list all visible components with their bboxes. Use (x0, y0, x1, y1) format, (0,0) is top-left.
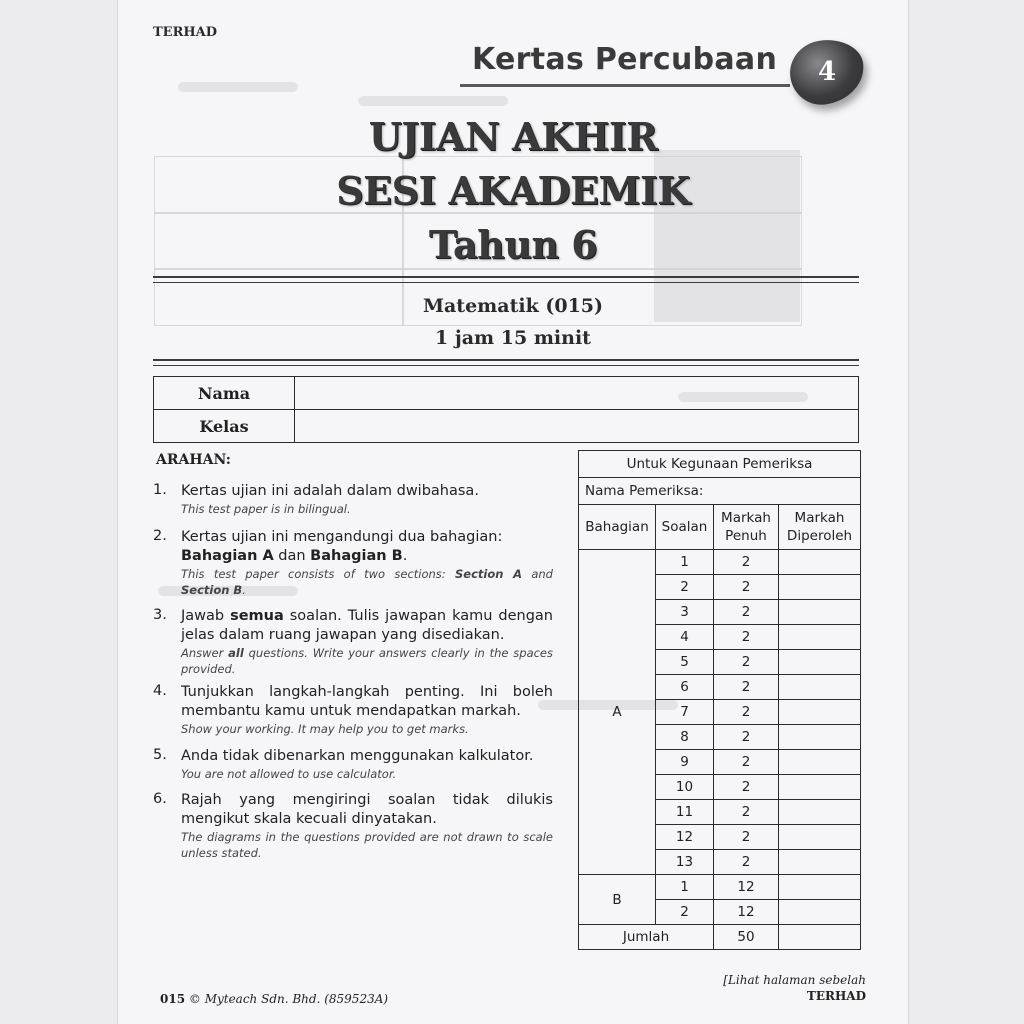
bleed-through-shade (178, 82, 298, 92)
instruction-text: . (242, 583, 246, 597)
classification-bottom: TERHAD (806, 989, 866, 1003)
instruction-bold: all (228, 646, 244, 660)
instruction-malay: Tunjukkan langkah-langkah penting. Ini boleh membantu kamu untuk mendapatkan markah. (181, 684, 553, 719)
full-mark: 2 (714, 825, 779, 850)
paper-code: 015 (160, 992, 186, 1006)
instruction-item (153, 528, 553, 598)
divider (153, 365, 859, 366)
footer-next-page (700, 972, 866, 1004)
obtained-mark-cell[interactable] (779, 575, 861, 600)
header-markah-penuh (714, 505, 779, 550)
total-full-mark: 50 (714, 925, 779, 950)
question-number: 3 (656, 600, 714, 625)
instruction-bold: Bahagian A (181, 548, 274, 564)
scan-margin-right (908, 0, 1024, 1024)
obtained-mark-cell[interactable] (779, 650, 861, 675)
section-a-label: A (579, 550, 656, 875)
obtained-mark-cell[interactable] (779, 675, 861, 700)
question-number: 4 (656, 625, 714, 650)
title-line-2: SESI AKADEMIK (336, 168, 690, 213)
instruction-item (153, 747, 553, 782)
instruction-text: and (522, 567, 553, 581)
title-line-1: UJIAN AKHIR (368, 114, 658, 159)
instruction-malay (181, 528, 553, 566)
footer-publisher (160, 992, 388, 1006)
section-b-label: B (579, 875, 656, 925)
instruction-text: This test paper consists of two sections: (181, 567, 455, 581)
instructions-heading: ARAHAN: (156, 452, 231, 468)
instruction-number: 3. (153, 607, 167, 623)
question-number: 1 (656, 550, 714, 575)
instruction-english: The diagrams in the questions provided are not drawn to scale unless stated. (181, 830, 553, 860)
instruction-bold: Section A (455, 567, 523, 581)
obtained-mark-cell[interactable] (779, 800, 861, 825)
full-mark: 2 (714, 800, 779, 825)
instruction-number: 2. (153, 528, 167, 544)
next-page-note: [Lihat halaman sebelah (723, 973, 866, 987)
question-number: 11 (656, 800, 714, 825)
instruction-text: soalan. Tulis jawapan kamu dengan jelas dalam ruang jawapan yang disediakan. (181, 608, 553, 643)
instruction-text: Jawab (181, 608, 231, 624)
question-number: 7 (656, 700, 714, 725)
examiner-marks-table (578, 450, 861, 950)
instruction-text: Answer (181, 646, 229, 660)
instruction-text: questions. Write your answers clearly in the spaces provided. (181, 646, 553, 676)
scan-margin-left (0, 0, 118, 1024)
series-underline (460, 84, 790, 87)
obtained-mark-cell[interactable] (779, 825, 861, 850)
instruction-bold: Section B (181, 583, 243, 597)
publisher-text: © Myteach Sdn. Bhd. (859523A) (185, 992, 389, 1006)
instruction-number: 6. (153, 791, 167, 807)
instruction-number: 1. (153, 482, 167, 498)
instruction-item (153, 791, 553, 861)
total-obtained-cell[interactable] (779, 925, 861, 950)
obtained-mark-cell[interactable] (779, 725, 861, 750)
instruction-item (153, 482, 553, 517)
full-mark: 2 (714, 550, 779, 575)
subject-duration: 1 jam 15 minit (435, 327, 591, 349)
series-banner (460, 40, 870, 120)
instruction-bold: semua (230, 608, 284, 624)
full-mark: 2 (714, 775, 779, 800)
question-number: 8 (656, 725, 714, 750)
name-label: Nama (154, 377, 295, 410)
full-mark: 2 (714, 725, 779, 750)
full-mark: 2 (714, 600, 779, 625)
instruction-english: This test paper is in bilingual. (181, 502, 351, 516)
full-mark: 12 (714, 875, 779, 900)
instruction-english (181, 645, 553, 677)
instruction-english (181, 566, 553, 598)
header-soalan: Soalan (656, 505, 714, 550)
question-number: 1 (656, 875, 714, 900)
header-bahagian: Bahagian (579, 505, 656, 550)
question-number: 10 (656, 775, 714, 800)
obtained-mark-cell[interactable] (779, 875, 861, 900)
question-number: 5 (656, 650, 714, 675)
instruction-number: 4. (153, 683, 167, 699)
total-label: Jumlah (579, 925, 714, 950)
obtained-mark-cell[interactable] (779, 700, 861, 725)
instruction-malay: Rajah yang mengiringi soalan tidak dilukis mengikut skala kecuali dinyatakan. (181, 792, 553, 827)
subject-name: Matematik (015) (422, 295, 604, 317)
instruction-malay: Anda tidak dibenarkan menggunakan kalkulator. (181, 748, 534, 764)
question-number: 9 (656, 750, 714, 775)
obtained-mark-cell[interactable] (779, 775, 861, 800)
marks-table-title: Untuk Kegunaan Pemeriksa (579, 451, 861, 478)
obtained-mark-cell[interactable] (779, 900, 861, 925)
bleed-through-line (154, 268, 802, 270)
series-number-badge (786, 35, 868, 109)
header-markah-diperoleh (779, 505, 861, 550)
instruction-malay (181, 607, 553, 645)
instruction-bold: Bahagian B (310, 548, 403, 564)
header-text: Penuh (725, 528, 767, 544)
class-label: Kelas (154, 410, 295, 443)
instruction-text: Kertas ujian ini mengandungi dua bahagian: (181, 529, 503, 545)
instruction-english: You are not allowed to use calculator. (181, 767, 397, 781)
instruction-item (153, 607, 553, 677)
full-mark: 2 (714, 675, 779, 700)
question-number: 6 (656, 675, 714, 700)
full-mark: 2 (714, 575, 779, 600)
full-mark: 2 (714, 650, 779, 675)
examiner-name-label: Nama Pemeriksa: (579, 478, 861, 505)
question-number: 12 (656, 825, 714, 850)
instruction-number: 5. (153, 747, 167, 763)
header-text: Diperoleh (786, 528, 853, 544)
divider (153, 359, 859, 361)
header-text: Markah (794, 510, 845, 526)
question-number: 2 (656, 575, 714, 600)
full-mark: 2 (714, 750, 779, 775)
title-line-3: Tahun 6 (428, 222, 598, 267)
full-mark: 12 (714, 900, 779, 925)
student-info-table (153, 376, 859, 443)
obtained-mark-cell[interactable] (779, 850, 861, 875)
divider (153, 282, 859, 283)
series-label: Kertas Percubaan (472, 42, 778, 77)
instruction-malay: Kertas ujian ini adalah dalam dwibahasa. (181, 483, 479, 499)
full-mark: 2 (714, 700, 779, 725)
obtained-mark-cell[interactable] (779, 625, 861, 650)
instruction-text: . (402, 548, 408, 564)
classification-top: TERHAD (153, 25, 218, 40)
question-number: 2 (656, 900, 714, 925)
obtained-mark-cell[interactable] (779, 550, 861, 575)
instruction-english: Show your working. It may help you to get marks. (181, 722, 469, 736)
header-text: Markah (721, 510, 771, 526)
full-mark: 2 (714, 625, 779, 650)
obtained-mark-cell[interactable] (779, 600, 861, 625)
full-mark: 2 (714, 850, 779, 875)
class-field[interactable] (295, 410, 859, 443)
divider (153, 276, 859, 278)
instruction-item (153, 683, 553, 737)
obtained-mark-cell[interactable] (779, 750, 861, 775)
instruction-text: dan (273, 548, 311, 564)
series-number: 4 (817, 57, 837, 87)
question-number: 13 (656, 850, 714, 875)
name-field[interactable] (295, 377, 859, 410)
